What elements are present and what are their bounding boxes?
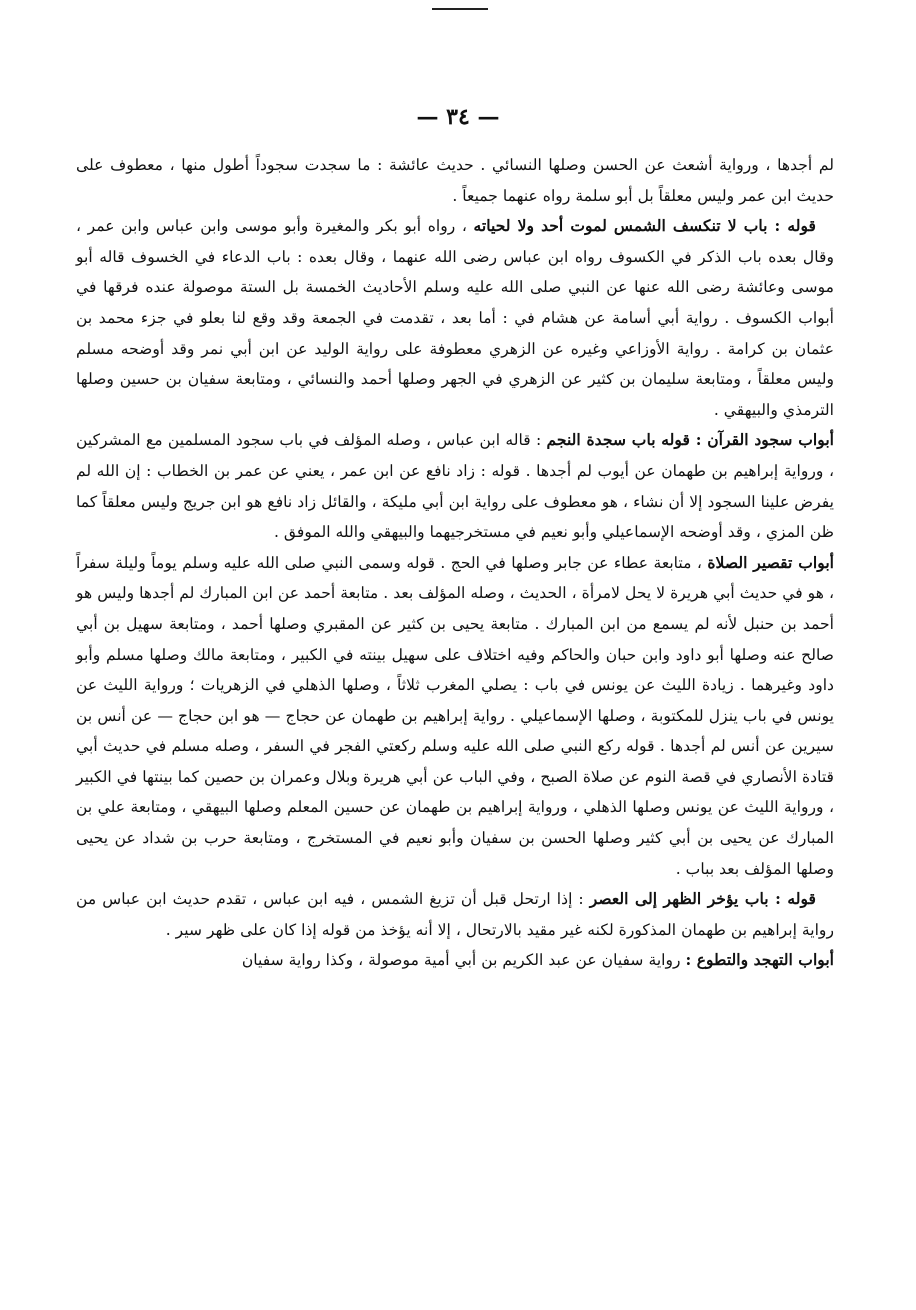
paragraph-2-text: ، رواه أبو بكر والمغيرة وأبو موسى وابن عباس وابن عمر ، وقال بعده باب الذكر في الكسوف رواه ابن عباس رضى الله عنهما ، وقال بعده : باب الدعاء في الخسوف قاله أبو موسى وعائشة رضى الله عنها عن النبي صلى الله عليه وسلم الأحاديث الخمسة بل الستة موصولة عنده فرقها في أبواب الكسوف . رواية أبي أسامة عن هشام في : أما بعد ، تقدمت في الجمعة وقد وقع لنا بعلو في جزء محمد بن عثمان بن كرامة . رواية الأوزاعي وغيره عن الزهري معطوفة على رواية الوليد عن ابن أبي نمر وقد أوضحه مسلم وليس معلقاً ، ومتابعة سليمان بن كثير عن الزهري في الجهر وصلها أحمد والنسائي ، ومتابعة سفيان بن حسين وصلها الترمذي والبيهقي . <box>76 217 834 419</box>
paragraph-5-text: : إذا ارتحل قبل أن تزيغ الشمس ، فيه ابن عباس ، تقدم حديث ابن عباس من رواية إبراهيم بن طهمان المذكورة لكنه غير مقيد بالارتحال ، إلا أنه يؤخذ من قوله إذا كان على ظهر سير . <box>76 890 834 939</box>
paragraph-6-text: رواية سفيان عن عبد الكريم بن أبي أمية موصولة ، وكذا رواية سفيان <box>241 951 686 970</box>
paragraph-6 <box>76 945 834 976</box>
page-number: — ٣٤ — <box>416 104 500 130</box>
paragraph-5-heading: قوله : باب يؤخر الظهر إلى العصر <box>589 889 817 909</box>
page-body <box>76 150 834 976</box>
paragraph-3 <box>76 425 834 547</box>
paragraph-1 <box>76 150 834 211</box>
paragraph-6-heading: أبواب التهجد والتطوع : <box>685 950 834 970</box>
top-rule <box>432 8 488 10</box>
paragraph-1-text: لم أجدها ، ورواية أشعث عن الحسن وصلها النسائي . حديث عائشة : ما سجدت سجوداً أطول منها ، معطوف على حديث ابن عمر وليس معلقاً بل أبو سلمة رواه عنهما جميعاً . <box>76 156 834 205</box>
paragraph-4-text: ، متابعة عطاء عن جابر وصلها في الحج . قوله وسمى النبي صلى الله عليه وسلم يوماً وليلة سفراً ، هو في حديث أبي هريرة لا يحل لامرأة ، الحديث ، وصله المؤلف بعد . متابعة أحمد عن ابن المبارك لم أجدها وليس هو أحمد بن حنبل لأنه لم يسمع من ابن المبارك . متابعة يحيى بن كثير عن المقبري وصلها أحمد ، ومتابعة سهيل بن أبي صالح عنه وصلها أبو داود وابن حبان والحاكم وفيه اختلاف على سهيل بينته في الكبير ، ومتابعة مالك وصلها مسلم وأبو داود وغيرهما . زيادة الليث عن يونس في باب : يصلي المغرب ثلاثاً ، وصلها الذهلي في الزهريات ؛ ورواية الليث عن يونس في باب ينزل للمكتوبة ، وصلها الإسماعيلي . رواية إبراهيم بن طهمان عن حجاج — هو ابن حجاج — عن أنس بن سيرين عن أنس لم أجدها . قوله ركع النبي صلى الله عليه وسلم ركعتي الفجر في السفر ، وصله مسلم في حديث أبي قتادة الأنصاري في قصة النوم عن صلاة الصبح ، وفي الباب عن أبي هريرة وبلال وعمران بن حصين كما بينتها في الكبير ، ورواية الليث عن يونس وصلها الذهلي ، ورواية إبراهيم بن طهمان عن حسين المعلم وصلها البيهقي ، ومتابعة علي بن المبارك عن يحيى بن أبي كثير وصلها الحسن بن سفيان وأبو نعيم في المستخرج ، ومتابعة حرب بن شداد عن يحيى وصلها المؤلف بعد بباب . <box>76 553 834 878</box>
paragraph-3-heading: أبواب سجود القرآن : قوله باب سجدة النجم <box>546 430 834 450</box>
paragraph-4-heading: أبواب تقصير الصلاة <box>707 552 834 572</box>
paragraph-4 <box>76 548 834 885</box>
paragraph-3-text: : قاله ابن عباس ، وصله المؤلف في باب سجود المسلمين مع المشركين ، ورواية إبراهيم بن طهمان عن أيوب لم أجدها . قوله : زاد نافع عن ابن عمر ، يعني عن عمر بن الخطاب : إن الله لم يفرض علينا السجود إلا أن نشاء ، هو معطوف على رواية ابن أبي مليكة ، والقائل زاد نافع هو ابن جريج وليس معلقاً كما ظن المزي ، وقد أوضحه الإسماعيلي وأبو نعيم في مستخرجيهما والبيهقي والله الموفق . <box>76 431 835 542</box>
paragraph-5 <box>76 884 834 945</box>
paragraph-2-heading: قوله : باب لا تنكسف الشمس لموت أحد ولا لحياته <box>473 216 817 236</box>
paragraph-2 <box>76 211 834 425</box>
